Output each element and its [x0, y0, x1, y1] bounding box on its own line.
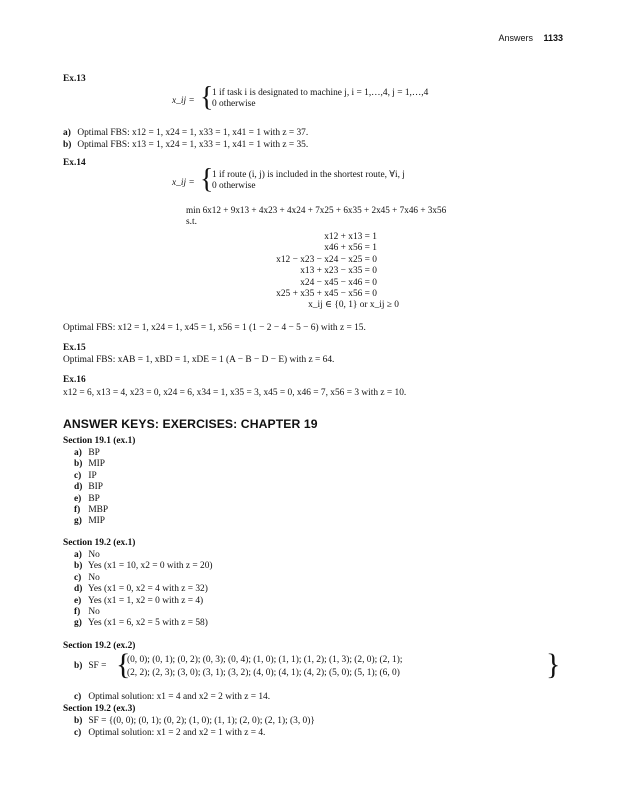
ex15-title: Ex.15 — [63, 343, 86, 353]
section-19-1-list — [63, 448, 108, 528]
ex2-sf-lhs: SF = — [88, 661, 107, 671]
section-19-2-ex3-title: Section 19.2 (ex.3) — [63, 704, 136, 714]
ex13-b-label: b) — [63, 140, 72, 150]
ex16-title: Ex.16 — [63, 375, 86, 385]
ex3-b-label: b) — [74, 716, 83, 726]
ex2-c-label: c) — [74, 692, 82, 702]
list-item: b) MIP — [74, 459, 106, 470]
section-19-2-ex3-c — [63, 728, 265, 739]
ex14-st: s.t. — [186, 217, 197, 227]
list-item: a) No — [74, 550, 100, 560]
ex14-constraint: x12 + x13 = 1 — [324, 232, 377, 242]
ex13-brace: { — [200, 82, 214, 113]
list-item: f) No — [74, 607, 100, 618]
list-item: e) Yes (x1 = 1, x2 = 0 with z = 4) — [74, 595, 204, 606]
ex13-def-lhs: x_ij = — [172, 96, 195, 106]
ex14-constraint: x12 − x23 − x24 − x25 = 0 — [276, 254, 377, 265]
list-item: b) Yes (x1 = 10, x2 = 0 with z = 20) — [74, 561, 213, 572]
sf-left-brace: { — [116, 648, 131, 681]
ex13-part-a — [63, 128, 308, 139]
ex13-case2: 0 otherwise — [212, 99, 256, 110]
ex3-c-label: c) — [74, 728, 82, 738]
ex14-case1: 1 if route (i, j) is included in the shortest route, ∀i, j — [212, 170, 405, 180]
ex14-objective: min 6x12 + 9x13 + 4x23 + 4x24 + 7x25 + 6x35 + 2x45 + 7x46 + 3x56 — [186, 205, 447, 215]
ex14-definition — [172, 164, 472, 198]
ex13-case1: 1 if task i is designated to machine j, i = 1,…,4, j = 1,…,4 — [212, 88, 429, 98]
list-item: c) IP — [74, 470, 97, 481]
ex14-constraint: x13 + x23 − x35 = 0 — [300, 266, 377, 277]
list-item: g) MIP — [74, 516, 106, 527]
ex13-a-text: Optimal FBS: x12 = 1, x24 = 1, x33 = 1, x41 = 1 with z = 37. — [77, 128, 309, 138]
ex14-cases — [212, 170, 405, 193]
ex14-constraints — [200, 232, 399, 312]
ex16-result: x12 = 6, x13 = 4, x23 = 0, x24 = 6, x34 = 1, x35 = 3, x45 = 0, x46 = 7, x56 = 3 with z = 10. — [63, 388, 407, 398]
ex13-part-b — [63, 140, 308, 151]
ex13-b-text: Optimal FBS: x13 = 1, x24 = 1, x33 = 1, x41 = 1 with z = 35. — [77, 140, 309, 150]
ex13-definition — [172, 82, 472, 116]
list-item: d) BIP — [74, 482, 103, 493]
section-19-2-ex3-b — [63, 716, 315, 727]
ex15-result: Optimal FBS: xAB = 1, xBD = 1, xDE = 1 (A − B − D − E) with z = 64. — [63, 355, 335, 365]
ex13-cases — [212, 88, 428, 111]
ex14-constraint: x24 − x45 − x46 = 0 — [300, 277, 377, 288]
ex14-def-lhs: x_ij = — [172, 178, 195, 188]
section-19-2-ex2-c — [63, 692, 270, 703]
ex2-c-text: Optimal solution: x1 = 4 and x2 = 2 with z = 14. — [88, 692, 271, 702]
section-19-2-ex1-list — [63, 550, 213, 630]
section-19-2-ex2-b-label-line — [63, 661, 106, 672]
list-item: f) MBP — [74, 505, 109, 516]
list-item: e) BP — [74, 493, 100, 504]
list-item: d) Yes (x1 = 0, x2 = 4 with z = 32) — [74, 584, 208, 595]
ex3-c-text: Optimal solution: x1 = 2 and x2 = 1 with z = 4. — [88, 728, 266, 738]
list-item: g) Yes (x1 = 6, x2 = 5 with z = 58) — [74, 618, 208, 629]
page-number: 1133 — [543, 33, 563, 43]
ex14-constraint-domain: x_ij ∈ {0, 1} or x_ij ≥ 0 — [308, 300, 399, 311]
sf-right-brace: } — [546, 648, 561, 681]
ex3-b-text: SF = {(0, 0); (0, 1); (0, 2); (1, 0); (1, 1); (2, 0); (2, 1); (3, 0)} — [88, 716, 315, 726]
ex14-title: Ex.14 — [63, 158, 86, 168]
ex14-result: Optimal FBS: x12 = 1, x24 = 1, x45 = 1, x56 = 1 (1 − 2 − 4 − 5 − 6) with z = 15. — [63, 323, 366, 333]
ex13-title: Ex.13 — [63, 74, 86, 84]
header-section-title: Answers — [498, 33, 533, 43]
section-19-2-ex1-title: Section 19.2 (ex.1) — [63, 538, 136, 548]
section-19-1-title: Section 19.1 (ex.1) — [63, 436, 136, 446]
sf-set — [127, 654, 402, 680]
sf-row-2: (2, 2); (2, 3); (3, 0); (3, 1); (3, 2); (4, 0); (4, 1); (4, 2); (5, 0); (5, 1); (6, 0) — [127, 668, 400, 678]
chapter-heading: ANSWER KEYS: EXERCISES: CHAPTER 19 — [63, 417, 318, 431]
ex14-constraint: x25 + x35 + x45 − x56 = 0 — [276, 289, 377, 300]
sf-row-1: (0, 0); (0, 1); (0, 2); (0, 3); (0, 4); (1, 0); (1, 1); (1, 2); (1, 3); (2, 0); (2, 1); — [127, 655, 403, 665]
section-19-2-ex2-title: Section 19.2 (ex.2) — [63, 641, 136, 651]
ex14-brace: { — [200, 164, 214, 195]
list-item: c) No — [74, 572, 100, 583]
running-header — [0, 33, 625, 47]
ex14-case2: 0 otherwise — [212, 181, 256, 192]
list-item: a) BP — [74, 448, 100, 458]
ex13-a-label: a) — [63, 128, 71, 138]
ex2-b-label: b) — [74, 661, 83, 671]
ex14-constraint: x46 + x56 = 1 — [324, 243, 377, 254]
